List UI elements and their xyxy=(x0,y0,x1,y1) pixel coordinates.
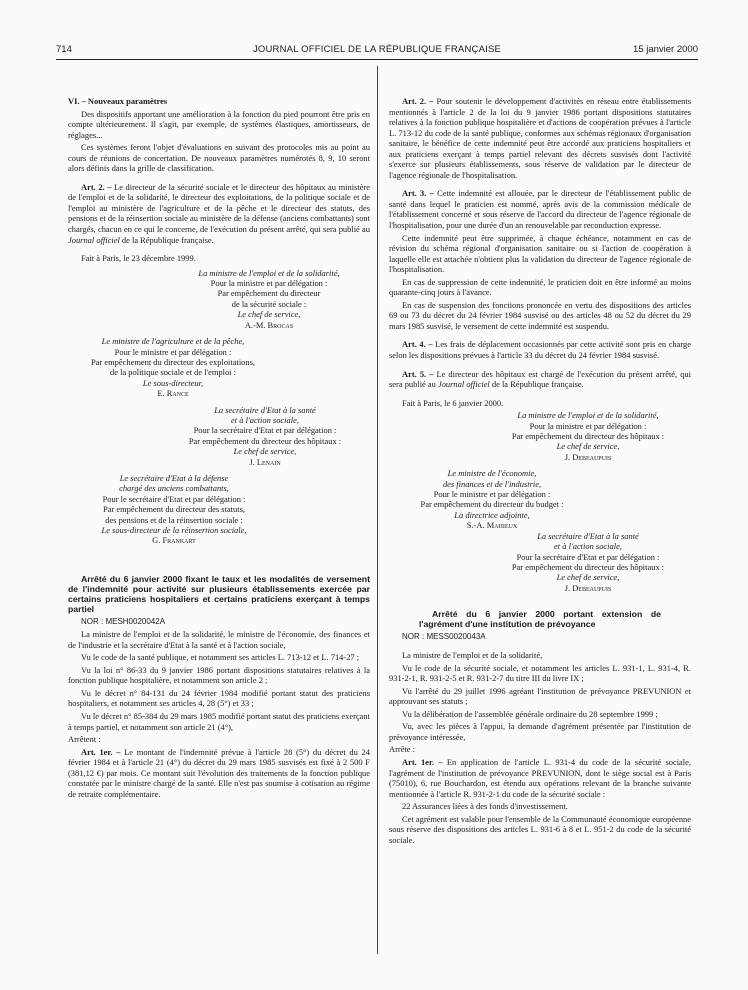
paragraph: Des dispositifs apportant une amélioration à la fonction du pied pourront être pris en compte ultérieurement. Il s'agit, par exemple, de systèmes élastiques, amortisseurs, de réglages... xyxy=(68,108,370,140)
signature-block: La secrétaire d'Etat à la santé et à l'action sociale, Pour la secrétaire d'Etat et par délégation : Par empêchement du directeur des hôpitaux : Le chef de service, J. Debeaupuis xyxy=(511,530,665,593)
paragraph: Vu le code de la sécurité sociale, et notamment les articles L. 931-1, L. 931-4, R. 931-2-1, R. 931-2-5 et R. 931-2-7 du titre III du livre IX ; xyxy=(389,662,691,684)
header-rule xyxy=(56,59,698,60)
nor-reference: NOR : MESH0020042A xyxy=(81,616,166,626)
arrete-heading: Arrête : xyxy=(389,744,416,755)
article-1: Art. 1er. – Le montant de l'indemnité prévue à l'article 28 (5°) du décret du 24 février 1984 et à l'article 21 (4°) du décret du 29 mars 1985 susvisés est fixé à 2 500 F (381,12 €) par mois. Ce montant suit l'évolution des traitements de la fonction publique constatée par le ministre chargé de la santé. Elle n'est pas soumise à cotisation au régime de retraite complémentaire. xyxy=(68,746,370,799)
article-2: Art. 2. – Le directeur de la sécurité sociale et le directeur des hôpitaux au ministère de l'emploi et de la solidarité, le directeur des exploitations, de la politique sociale et de l'emploi au ministère de l'agriculture et de la pêche et le directeur des statuts, des pensions et de la réinsertion sociale au ministère de la défense (anciens combattants) sont chargés, chacun en ce qui le concerne, de l'exécution du présent arrêté, qui sera publié au Journal officiel de la République française. xyxy=(68,181,370,245)
paragraph: La ministre de l'emploi et de la solidarité, xyxy=(402,650,543,661)
paragraph: Cet agrément est valable pour l'ensemble de la Communauté économique européenne sous réserve des dispositions des articles L. 931-6 à 8 et L. 951-2 du code de la sécurité sociale. xyxy=(389,813,691,845)
paragraph: Vu, avec les pièces à l'appui, la demande d'agrément présentée par l'institution de prévoyance intéressée, xyxy=(389,721,691,742)
paragraph: 22 Assurances liées à des fonds d'investissement. xyxy=(402,801,568,812)
paragraph: Vu la loi n° 86-33 du 9 janvier 1986 portant dispositions statutaires relatives à la fonction publique hospitalière, et notamment son article 2 ; xyxy=(68,664,370,686)
signature-block: Le ministre de l'agriculture et de la pêche, Pour le ministre et par délégation : Par empêchement du directeur des exploitations, de la politique sociale et de l'emploi : Le sous-directeur, E. Rance xyxy=(90,336,255,399)
article-5: Art. 5. – Le directeur des hôpitaux est chargé de l'exécution du présent arrêté, qui sera publié au Journal officiel de la République française. xyxy=(389,368,691,390)
left-column xyxy=(68,96,370,801)
arretent-heading: Arrêtent : xyxy=(68,734,101,745)
decree-title: Arrêté du 6 janvier 2000 fixant le taux et les modalités de versement de l'indemnité pour activité sur plusieurs établissements exercée par certains praticiens hospitaliers et certains praticiens exerçant à temps partiel xyxy=(68,573,370,615)
signature-block: La ministre de l'emploi et de la solidarité, Pour la ministre et par délégation : Par empêchement du directeur de la sécurité sociale : Le chef de service, A.-M. Brocas xyxy=(198,267,340,330)
signature-block: Le secrétaire d'Etat à la défense chargé des anciens combattants, Pour le secrétaire d'Etat et par délégation : Par empêchement du directeur des statuts, des pensions et de la réinsertion sociale : Le sous-directeur de la réinsertion sociale, G. Frankart xyxy=(101,472,247,546)
signature-block: Le ministre de l'économie, des finances et de l'industrie, Pour le ministre et par délégation : Par empêchement du directeur du budget : La directrice adjointe, S.-A. Mahieux xyxy=(420,468,564,531)
section-title: VI. – Nouveaux paramètres xyxy=(68,96,168,106)
done-at: Fait à Paris, le 23 décembre 1999. xyxy=(81,253,196,264)
paragraph: Vu le code de la santé publique, et notamment ses articles L. 713-12 et L. 714-27 ; xyxy=(81,652,360,663)
right-column xyxy=(389,96,691,847)
journal-title: JOURNAL OFFICIEL DE LA RÉPUBLIQUE FRANÇAISE xyxy=(252,44,502,55)
nor-reference: NOR : MESS0020043A xyxy=(402,631,486,641)
paragraph: Vu la délibération de l'assemblée générale ordinaire du 28 septembre 1999 ; xyxy=(402,708,658,719)
article-4: Art. 4. – Les frais de déplacement occasionnés par cette activité sont pris en charge selon les dispositions prévues à l'article 33 du décret du 24 février 1984 susvisé. xyxy=(389,339,691,361)
decree-title: Arrêté du 6 janvier 2000 portant extension de l'agrément d'une institution de prévoyance xyxy=(419,609,661,630)
article-1: Art. 1er. – En application de l'article L. 931-4 du code de la sécurité sociale, l'agrément de l'institution de prévoyance PREVUNION, dont le siège social est à Paris (75010), 6, rue Bouchardon, est étendu aux opérations relevant de la branche suivante mentionnée à l'article R. 931-2-1 du code de la sécurité sociale : xyxy=(389,757,691,799)
article-3: Art. 3. – Cette indemnité est allouée, par le directeur de l'établissement public de santé dans lequel le praticien est nommé, après avis de la commission médicale de l'établissement concerné et sous réserve de l'accord du directeur de l'agence régionale de l'hospitalisation, pour une durée d'un an renouvelable par reconduction expresse. xyxy=(389,188,691,231)
signature-block: La ministre de l'emploi et de la solidarité, Pour la ministre et par délégation : Par empêchement du directeur des hôpitaux : Le chef de service, J. Debeaupuis xyxy=(511,410,665,462)
paragraph: La ministre de l'emploi et de la solidarité, le ministre de l'économie, des finances et de l'industrie et la secrétaire d'Etat à la santé et à l'action sociale, xyxy=(68,629,370,650)
paragraph: Cette indemnité peut être supprimée, à chaque échéance, notamment en cas de révision du schéma régional d'organisation sanitaire ou si l'action de coopération à laquelle elle est attachée n'obtient plus la validation du directeur de l'agence régionale de l'hospitalisation. xyxy=(389,232,691,275)
paragraph: En cas de suppression de cette indemnité, le praticien doit en être informé au moins quarante-cinq jours à l'avance. xyxy=(389,276,691,298)
paragraph: Vu le décret n° 84-131 du 24 février 1984 modifié portant statut des praticiens hospitaliers, et notamment ses articles 4, 28 (5°) et 33 ; xyxy=(68,687,370,709)
page-header xyxy=(56,44,698,58)
issue-date: 15 janvier 2000 xyxy=(633,44,698,55)
signature-block: La secrétaire d'Etat à la santé et à l'action sociale, Pour la secrétaire d'Etat et par délégation : Par empêchement du directeur des hôpitaux : Le chef de service, J. Lenain xyxy=(188,404,342,467)
article-2: Art. 2. – Pour soutenir le développement d'activités en réseau entre établissements mentionnés à l'article 2 de la loi du 9 janvier 1986 portant dispositions statutaires relatives à la fonction publique hospitalière et d'actions de coopération prévues à l'article L. 713-12 du code de la santé publique, conformes aux schémas régionaux d'organisation sanitaire, le bénéfice de cette indemnité peut être accordé aux praticiens hospitaliers et aux praticiens exerçant à temps partiel relevant des décrets susvisés dont l'activité s'exerce sur plusieurs établissements, sous réserve de validation par le directeur de l'agence régionale de l'hospitalisation. xyxy=(389,96,691,180)
paragraph: Vu le décret n° 85-384 du 29 mars 1985 modifié portant statut des praticiens exerçant à temps partiel, et notamment son article 21 (4°), xyxy=(68,711,370,732)
paragraph: Vu l'arrêté du 29 juillet 1996 agréant l'institution de prévoyance PREVUNION et approuvant ses statuts ; xyxy=(389,685,691,707)
done-at: Fait à Paris, le 6 janvier 2000. xyxy=(402,397,504,408)
paragraph: En cas de suspension des fonctions prononcée en vertu des dispositions des articles 69 ou 73 du décret du 24 février 1984 susvisé ou des articles 48 ou 52 du décret du 29 mars 1985 susvisé, le versement de cette indemnité est suspendu. xyxy=(389,299,691,331)
paragraph: Ces systèmes feront l'objet d'évaluations en suivant des protocoles mis au point au cours de réunions de concertation. De nouveaux paramètres numérotés 8, 9, 10 seront alors définis dans la grille de classification. xyxy=(68,142,370,174)
column-divider xyxy=(377,66,378,954)
page-number: 714 xyxy=(56,44,72,55)
